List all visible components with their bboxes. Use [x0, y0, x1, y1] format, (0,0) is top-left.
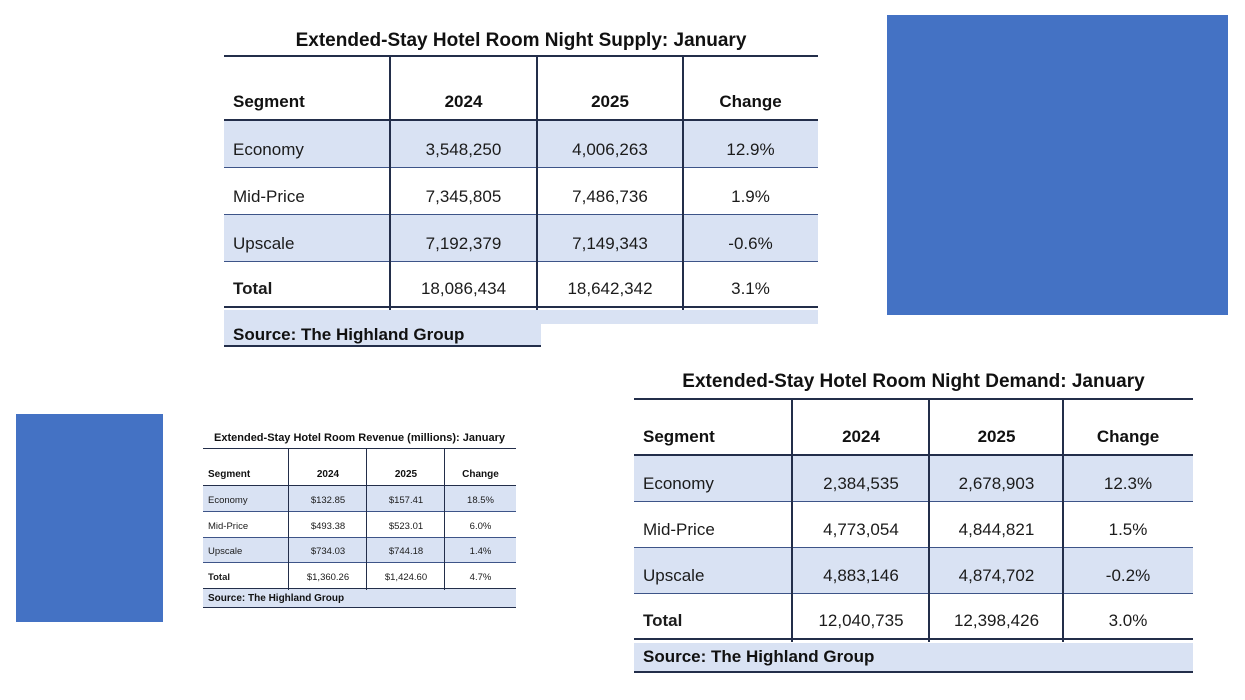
cell-2024: $132.85: [310, 495, 346, 506]
cell-2024: 4,773,054: [823, 520, 899, 539]
demand-header-row: [634, 400, 1193, 456]
table-row-total: [224, 262, 818, 308]
column-header-2025: 2025: [977, 427, 1016, 446]
column-divider-line: [389, 57, 391, 310]
column-divider-line: [791, 400, 793, 642]
demand-table-title: Extended-Stay Hotel Room Night Demand: January: [682, 371, 1145, 392]
column-divider-line: [536, 57, 538, 310]
cell-2025: $1,424.60: [384, 572, 428, 583]
cell-2024: $493.38: [310, 521, 346, 532]
cell-segment: Economy: [643, 474, 714, 493]
cell-change: 12.9%: [726, 140, 775, 159]
cell-2025: 7,486,736: [572, 187, 648, 206]
table-row-economy: [634, 456, 1193, 502]
cell-change: 1.4%: [469, 546, 492, 557]
cell-2025: $157.41: [388, 495, 424, 506]
revenue-table-grid: [203, 448, 516, 589]
column-divider-line: [444, 449, 445, 590]
blue-panel-left: [16, 414, 163, 622]
supply-table-grid: [224, 55, 818, 308]
supply-source-note: Source: The Highland Group: [224, 324, 541, 347]
cell-change: 1.9%: [731, 187, 770, 206]
column-divider-line: [366, 449, 367, 590]
table-row-upscale: [203, 538, 516, 563]
cell-2024: 7,345,805: [425, 187, 502, 206]
table-row-upscale: [224, 215, 818, 262]
cell-change: 12.3%: [1103, 474, 1153, 493]
cell-change: 6.0%: [469, 521, 492, 532]
column-header-segment: Segment: [643, 427, 715, 446]
column-header-change: Change: [719, 92, 782, 111]
cell-change: -0.6%: [728, 234, 773, 253]
cell-change: 3.0%: [1108, 611, 1148, 630]
cell-segment: Upscale: [208, 546, 243, 557]
cell-segment: Total: [643, 611, 683, 630]
cell-change: 4.7%: [469, 572, 492, 583]
cell-2025: $523.01: [388, 521, 424, 532]
cell-2025: 12,398,426: [953, 611, 1040, 630]
cell-2025: $744.18: [388, 546, 424, 557]
table-row-midprice: [224, 168, 818, 215]
cell-2024: 18,086,434: [420, 279, 507, 298]
column-divider-line: [1062, 400, 1064, 642]
revenue-header-row: [203, 449, 516, 486]
cell-segment: Total: [208, 572, 230, 583]
cell-segment: Total: [233, 279, 273, 298]
revenue-table-title: Extended-Stay Hotel Room Revenue (millions): January: [214, 432, 505, 444]
cell-2025: 18,642,342: [567, 279, 653, 298]
table-row-total: [634, 594, 1193, 640]
cell-change: 1.5%: [1108, 520, 1148, 539]
table-row-midprice: [634, 502, 1193, 548]
cell-change: 3.1%: [731, 279, 770, 298]
demand-table: [634, 369, 1193, 673]
cell-2024: 3,548,250: [425, 140, 502, 159]
column-header-segment: Segment: [233, 92, 305, 111]
demand-table-grid: [634, 398, 1193, 640]
cell-2024: $1,360.26: [306, 572, 350, 583]
supply-table-title: Extended-Stay Hotel Room Night Supply: January: [295, 30, 747, 51]
column-header-change: Change: [1096, 427, 1160, 446]
column-header-2024: 2024: [316, 469, 340, 480]
cell-2024: $734.03: [310, 546, 346, 557]
cell-change: -0.2%: [1105, 566, 1151, 585]
blue-panel-top-right: [887, 15, 1228, 315]
table-row-economy: [224, 121, 818, 168]
cell-2024: 7,192,379: [425, 234, 502, 253]
supply-table: [224, 28, 818, 347]
cell-2025: 4,006,263: [572, 140, 648, 159]
column-header-segment: Segment: [208, 469, 251, 480]
table-row-midprice: [203, 512, 516, 538]
cell-2025: 4,844,821: [958, 520, 1035, 539]
table-row-upscale: [634, 548, 1193, 594]
cell-change: 18.5%: [467, 495, 494, 506]
column-header-change: Change: [462, 469, 499, 480]
source-row-shading: [224, 310, 818, 324]
cell-segment: Mid-Price: [643, 520, 715, 539]
column-header-2025: 2025: [394, 469, 418, 480]
column-divider-line: [682, 57, 684, 310]
cell-2025: 4,874,702: [958, 566, 1035, 585]
table-row-total: [203, 563, 516, 589]
cell-2024: 2,384,535: [823, 474, 899, 493]
cell-segment: Mid-Price: [233, 187, 305, 206]
cell-2024: 4,883,146: [823, 566, 899, 585]
cell-2024: 12,040,735: [818, 611, 904, 630]
cell-segment: Economy: [233, 140, 304, 159]
revenue-table: [203, 431, 516, 608]
revenue-source-note: Source: The Highland Group: [203, 589, 516, 608]
supply-header-row: [224, 57, 818, 121]
table-row-economy: [203, 486, 516, 512]
cell-2025: 2,678,903: [958, 474, 1035, 493]
cell-segment: Mid-Price: [208, 521, 249, 532]
column-divider-line: [288, 449, 289, 590]
column-header-2025: 2025: [591, 92, 629, 111]
column-header-2024: 2024: [842, 427, 880, 446]
cell-segment: Upscale: [233, 234, 295, 253]
demand-source-note: Source: The Highland Group: [634, 643, 1193, 673]
column-divider-line: [928, 400, 930, 642]
cell-segment: Economy: [208, 495, 248, 506]
cell-segment: Upscale: [643, 566, 705, 585]
cell-2025: 7,149,343: [572, 234, 648, 253]
column-header-2024: 2024: [444, 92, 483, 111]
